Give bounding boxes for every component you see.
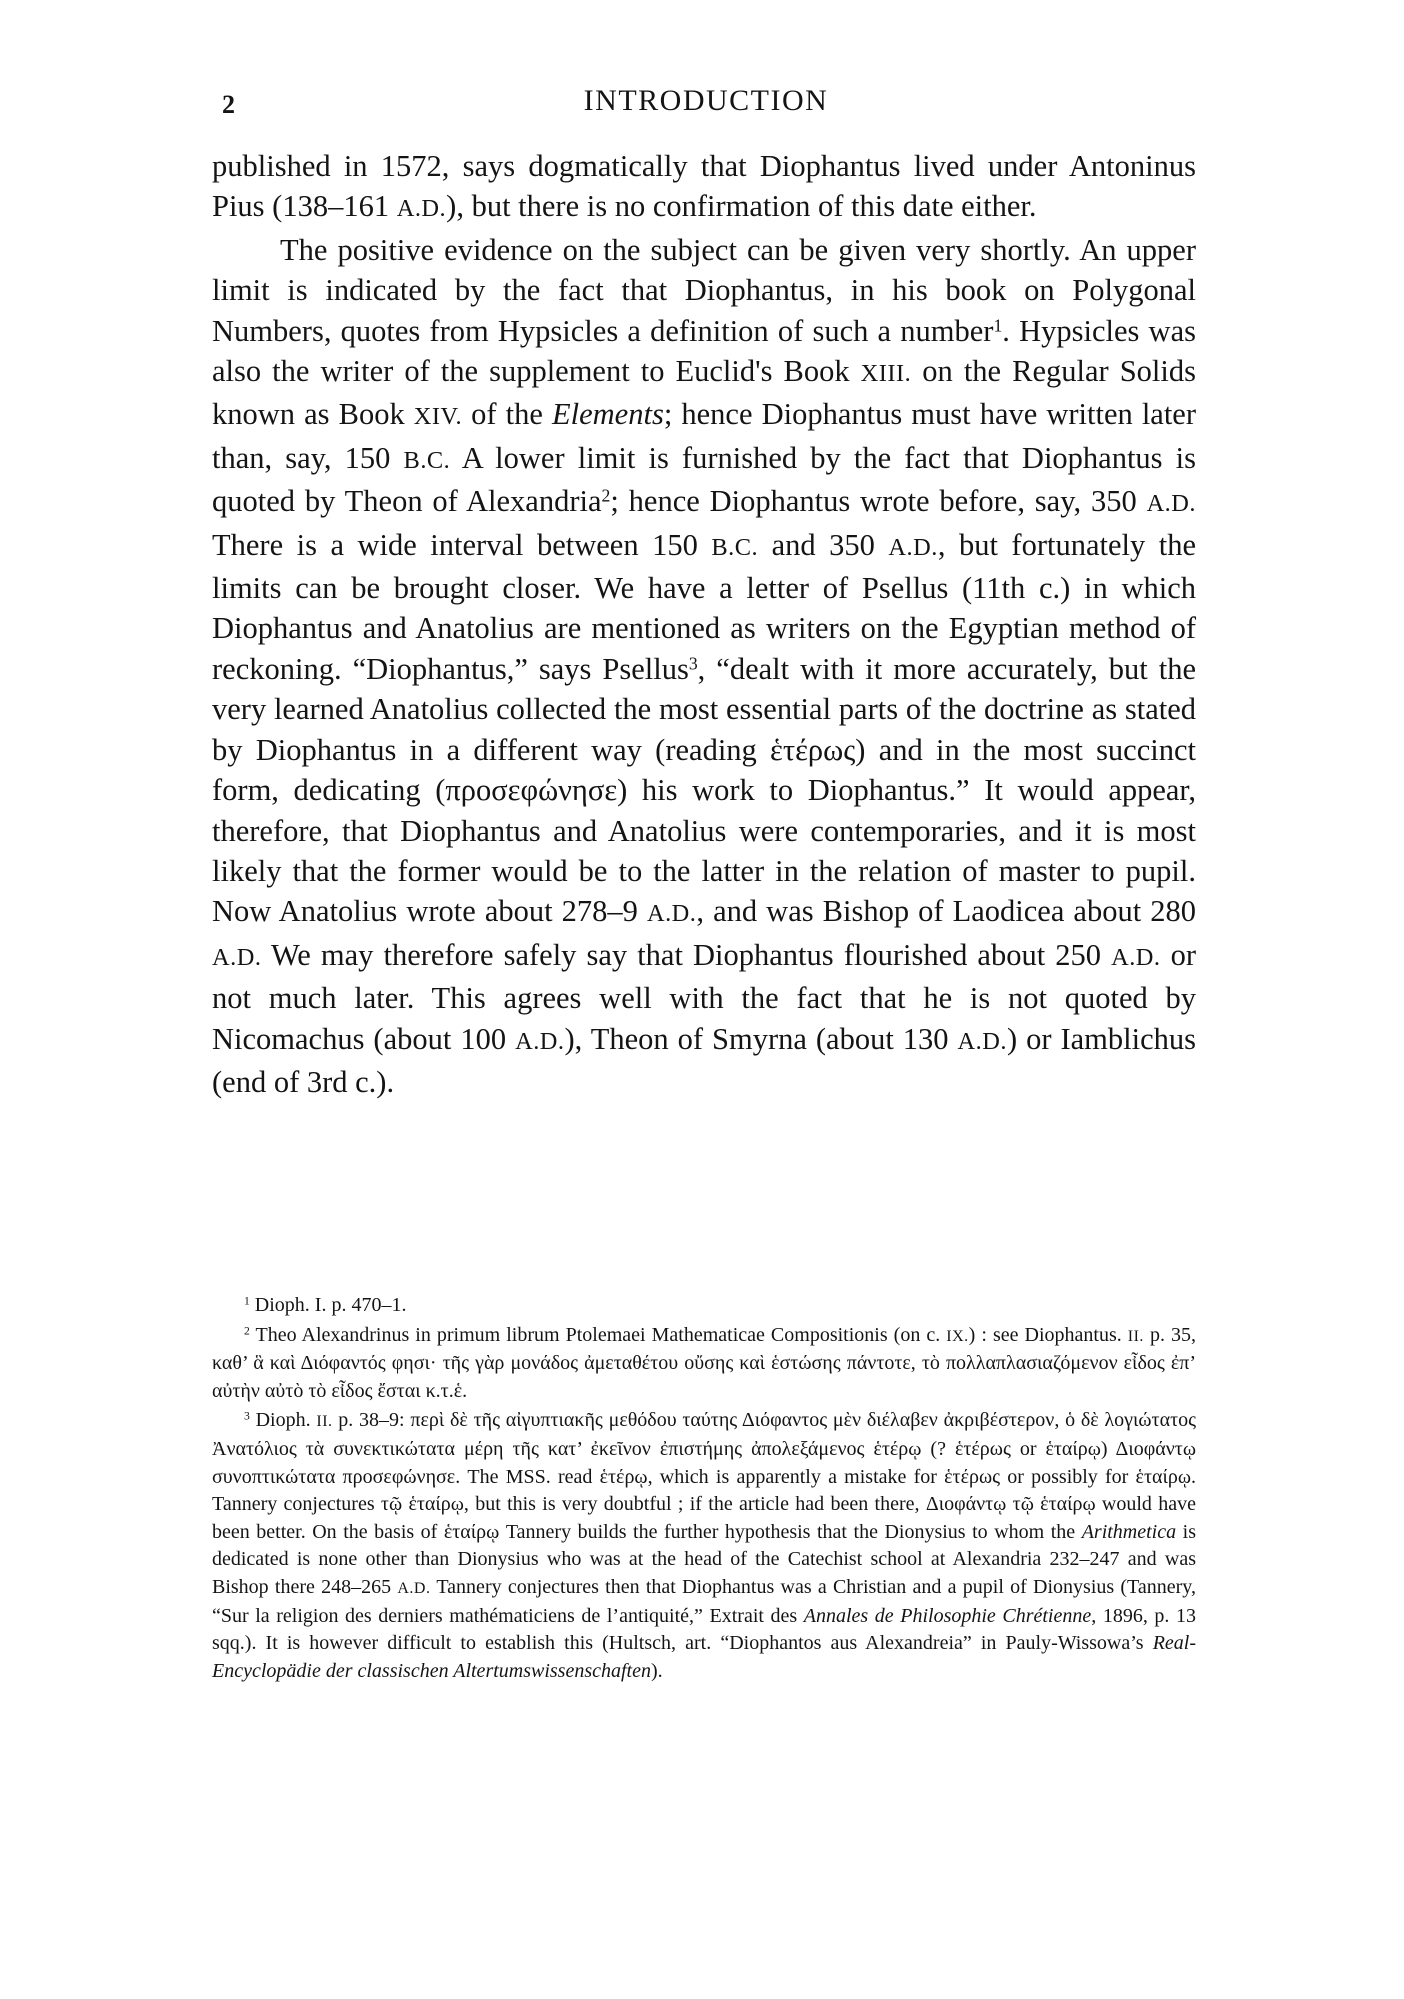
running-head: INTRODUCTION: [583, 84, 829, 117]
page-number: 2: [222, 90, 235, 119]
page-header: [210, 84, 1202, 128]
paragraph-1: published in 1572, says dogmatically that Diophantus lived under Antoninus Pius (138–161 A.D.), but there is no confirmation of this date either.: [212, 149, 1196, 224]
footnote-1: $^1$ Dioph. I. p. 470–1.: [244, 1294, 407, 1316]
footnote-ref-2[interactable]: 2: [601, 485, 611, 506]
footnote-2: $^2$ Theo Alexandrinus in primum librum Ptolemaei Mathematicae Compositionis (on c. IX.) : see Diophantus. II. p. 35, καθ’ ἃ καὶ Διόφαντός φησι· τῆς γὰρ μονάδος ἀμεταθέτου οὔσης καὶ ἑστώσης πάντοτε, τὸ πολλαπλασιαζόμενον εἶδος ἐπ’ αὐτὴν αὐτὸ τὸ εἶδος ἔσται κ.τ.ἑ.: [212, 1323, 1196, 1402]
body-text: [212, 146, 1196, 1102]
footnote-3: $^3$ Dioph. II. p. 38–9: περὶ δὲ τῆς αἰγυπτιακῆς μεθόδου ταύτης Διόφαντος μὲν διέλαβεν ἀκριβέστερον, ὁ δὲ λογιώτατος Ἀνατόλιος τὰ συνεκτικώτατα μέρη τῆς κατ’ ἐκεῖνον ἐπιστήμης ἀπολεξάμενος ἑτέρῳ (? ἑτέρως or ἑταίρῳ) Διοφάντῳ συνοπτικώτατα προσεφώνησε. The MSS. read ἑτέρῳ, which is apparently a mistake for ἑτέρως or possibly for ἑταίρῳ. Tannery conjectures τῷ ἑταίρῳ, but this is very doubtful ; if the article had been there, Διοφάντῳ τῷ ἑταίρῳ would have been better. On the basis of ἑταίρῳ Tannery builds the further hypothesis that the Dionysius to whom the Arithmetica is dedicated is none other than Dionysius who was at the head of the Catechist school at Alexandria 232–247 and was Bishop there 248–265 A.D. Tannery conjectures then that Diophantus was a Christian and a pupil of Dionysius (Tannery, “Sur la religion des derniers mathématiciens de l’antiquité,” Extrait des Annales de Philosophie Chrétienne, 1896, p. 13 sqq.). It is however difficult to establish this (Hultsch, art. “Diophantos aus Alexandreia” in Pauly-Wissowa’s Real-Encyclopädie der classischen Altertumswissenschaften).: [212, 1409, 1197, 1682]
footnotes: [212, 1292, 1196, 1687]
footnote-ref-1[interactable]: 1: [993, 314, 1003, 335]
footnote-ref-3[interactable]: 3: [688, 653, 698, 674]
paragraph-2: The positive evidence on the subject can be given very shortly. An upper limit is indicated by the fact that Diophantus, in his book on Polygonal Numbers, quotes from Hypsicles a definition of such a number$^1$. Hypsicles was also the writer of the supplement to Euclid's Book XIII. on the Regular Solids known as Book XIV. of the Elements; hence Diophantus must have written later than, say, 150 B.C. A lower limit is furnished by the fact that Diophantus is quoted by Theon of Alexandria$^2$; hence Diophantus wrote before, say, 350 A.D. There is a wide interval between 150 B.C. and 350 A.D., but fortunately the limits can be brought closer. We have a letter of Psellus (11th c.) in which Diophantus and Anatolius are mentioned as writers on the Egyptian method of reckoning. “Diophantus,” says Psellus$^3$, “dealt with it more accurately, but the very learned Anatolius collected the most essential parts of the doctrine as stated by Diophantus in a different way (reading ἑτέρως) and in the most succinct form, dedicating (προσεφώνησε) his work to Diophantus.” It would appear, therefore, that Diophantus and Anatolius were contemporaries, and it is most likely that the former would be to the latter in the relation of master to pupil. Now Anatolius wrote about 278–9 A.D., and was Bishop of Laodicea about 280 A.D. We may therefore safely say that Diophantus flourished about 250 A.D. or not much later. This agrees well with the fact that he is not quoted by Nicomachus (about 100 A.D.), Theon of Smyrna (about 130 A.D.) or Iamblichus (end of 3rd c.).: [212, 232, 1197, 1099]
